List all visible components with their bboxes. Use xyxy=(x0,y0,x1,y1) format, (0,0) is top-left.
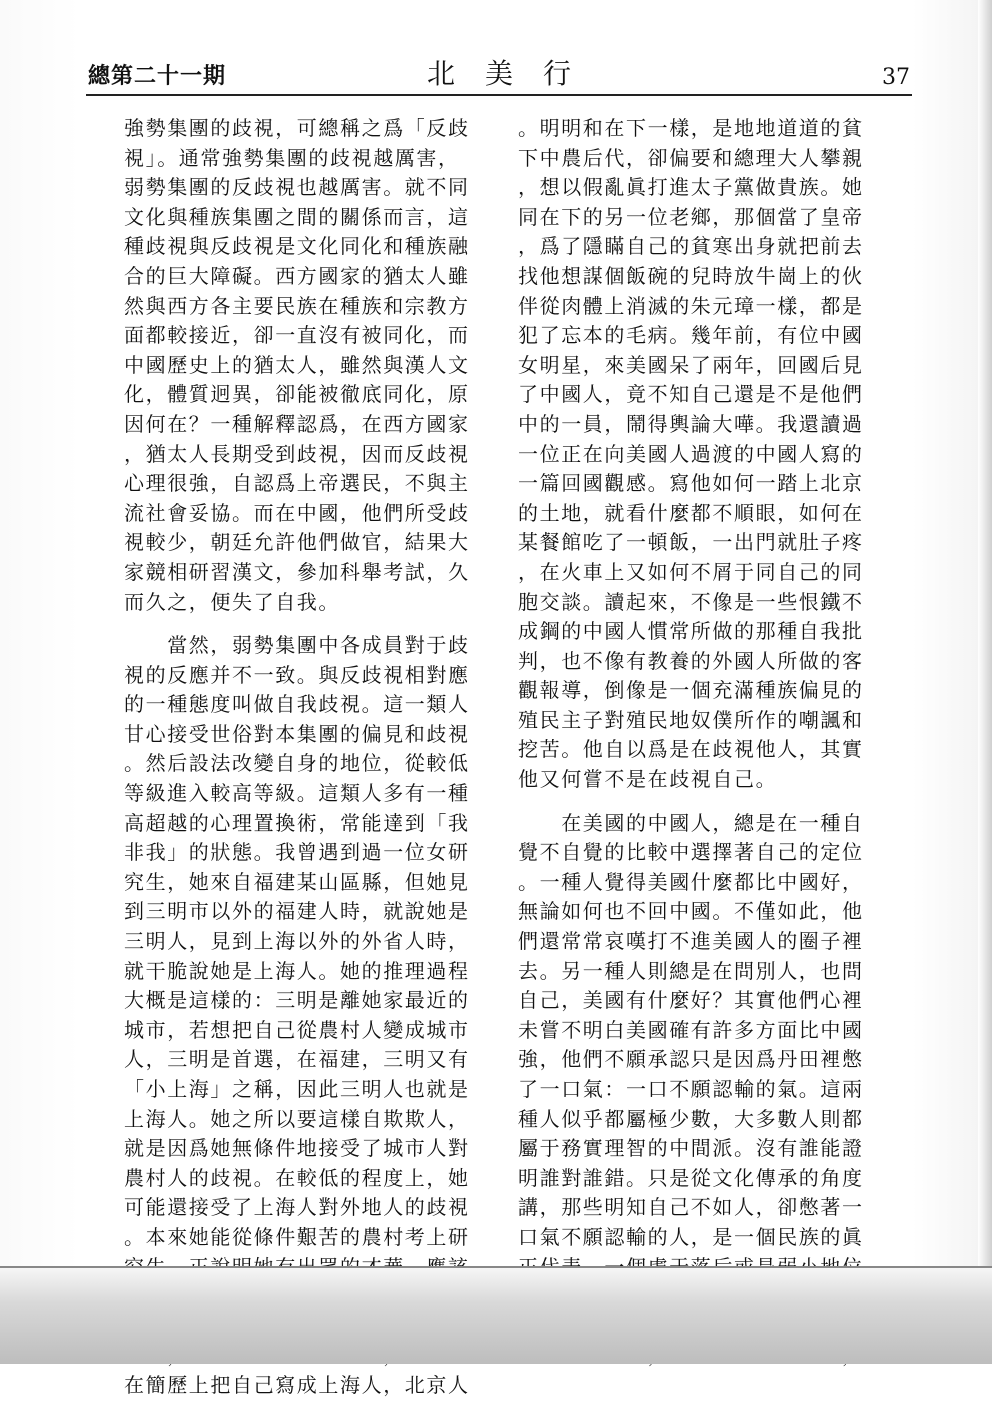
page-number: 37 xyxy=(882,65,910,90)
paragraph: 強勢集團的歧視，可總稱之爲「反歧 視」。通常強勢集團的歧視越厲害， 弱勢集團的反歧視也越厲害。就不同 文化與種族集團之間的關係而言，這 種歧視與反歧視是文化同化和種族融 合的巨大障礙。西方國家的猶太人雖 然與西方各主要民族在種族和宗教方 面都較接近，卻一直沒有被同化，而 中國歷史上的猶太人，雖然與漢人文 化，體質迥異，卻能被徹底同化，原 因何在？一種解釋認爲，在西方國家 ，猶太人長期受到歧視，因而反歧視 心理很強，自認爲上帝選民，不與主 流社會妥協。而在中國，他們所受歧 視較少，朝廷允許他們做官，結果大 家競相研習漢文，參加科舉考試，久 而久之，便失了自我。 xyxy=(124,116,470,614)
page-header xyxy=(86,57,912,96)
left-column xyxy=(124,114,484,1401)
scan-bottom-shadow xyxy=(0,1268,992,1364)
magazine-title: 北美行 xyxy=(426,57,601,90)
right-column xyxy=(518,114,878,1371)
paragraph: 。明明和在下一樣，是地地道道的貧 下中農后代，卻偏要和總理大人攀親 ，想以假亂眞打進太子黨做貴族。她 同在下的另一位老鄉，那個當了皇帝 ，爲了隱瞞自己的貧寒出身就把前去 找他想謀個飯碗的兒時放牛崗上的伙 伴從肉體上消滅的朱元璋一樣，都是 犯了忘本的毛病。幾年前，有位中國 女明星，來美國呆了兩年，回國后見 了中國人，竟不知自己還是不是他們 中的一員，鬧得輿論大嘩。我還讀過 一位正在向美國人過渡的中國人寫的 一篇回國觀感。寫他如何一踏上北京 的土地，就看什麼都不順眼，如何在 某餐館吃了一頓飯，一出門就肚子疼 ，在火車上又如何不屑于同自己的同 胞交談。讀起來，不像是一些恨鐵不 成鋼的中國人慣常所做的那種自我批 判，也不像有教養的外國人所做的客 觀報導，倒像是一個充滿種族偏見的 殖民主子對殖民地奴僕所作的嘲諷和 挖苦。他自以爲是在歧視他人，其實 他又何嘗不是在歧視自己。 xyxy=(518,116,864,792)
paragraph: 在美國的中國人，總是在一種自 覺不自覺的比較中選擇著自己的定位 。一種人覺得美國什麼都比中國好， 無論如何也不回中國。不僅如此，他 們還常常哀嘆打不進美國人的圈子裡 去。另一種人則總是在問別人，也問 自己，美國有什麼好？其實他們心裡 未嘗不明白美國確有許多方面比中國 強，他們不願承認只是因爲丹田裡憋 了一口氣：一口不願認輸的氣。這兩 種人似乎都屬極少數，大多數人則都 屬于務實理智的中間派。沒有誰能證 明誰對誰錯。只是從文化傳承的角度 講，那些明知自己不如人，卻憋著一 口氣不願認輸的人，是一個民族的眞 xyxy=(518,810,864,1249)
issue-label: 總第二十一期 xyxy=(88,64,227,89)
page-edge-shadow xyxy=(978,0,992,1268)
paragraph: 當然，弱勢集團中各成員對于歧 視的反應并不一致。與反歧視相對應 的一種態度叫做自我歧視。這一類人 甘心接受世俗對本集團的偏見和歧視 。然后設法改變自身的地位，從較低 等級進入較高等級。這類人多有一種 高超越的心理置換術，常能達到「我 非我」的狀態。我曾遇到過一位女研 究生，她來自福建某山區縣，但她見 到三明市以外的福建人時，就說她是 三明人，見到上海以外的外省人時， 就干脆說她是上海人。她的推理過程 大概是這樣的：三明是離她家最近的 城市，若想把自己從農村人變成城市 人，三明是首選，在福建，三明又有 「小上海」之稱，因此三明人也就是 上海人。她之所以要這樣自欺欺人， 就是因爲她無條件地接受了城市人對 農村人的歧視。在較低的程度上，她 可能還接受了上海人對外地人的歧視 。本來她能從條件艱苦的農村考上研 在簡歷上把自己寫成上海人，北京人 xyxy=(124,633,470,1397)
